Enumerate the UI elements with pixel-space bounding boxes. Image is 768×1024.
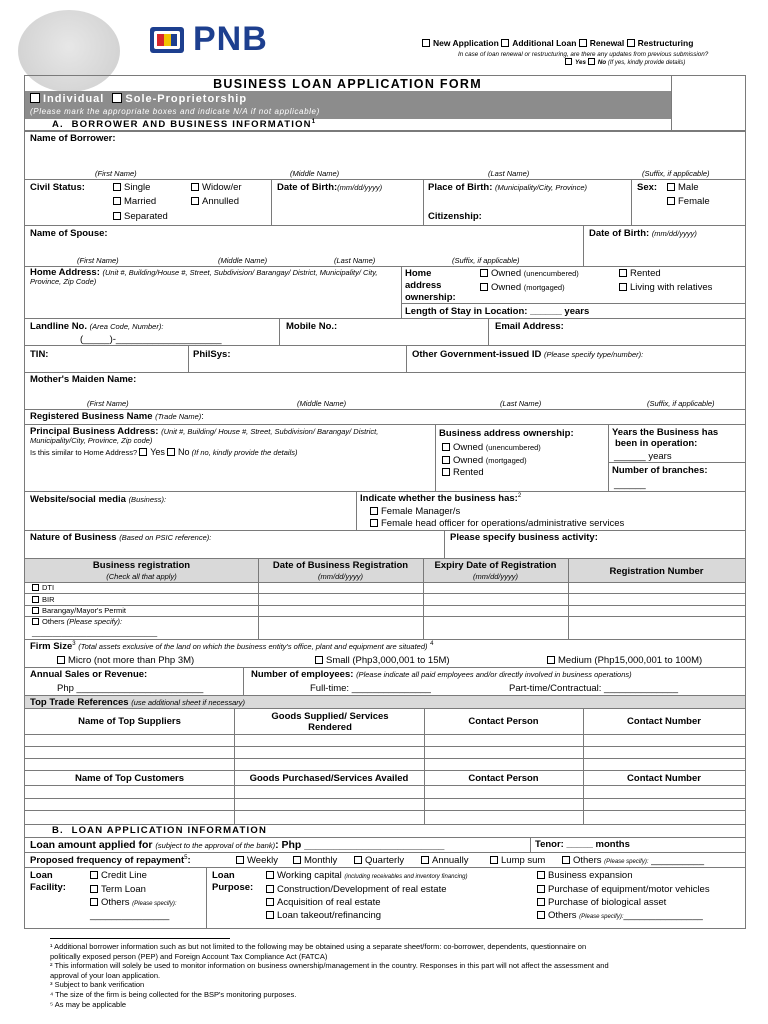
reg-col3-header: Expiry Date of Registration (mm/dd/yyyy) [434, 560, 557, 581]
similar-yes-checkbox[interactable]: Yes [139, 448, 165, 457]
suppliers-col1: Name of Top Suppliers [78, 716, 181, 727]
update-no-checkbox[interactable]: No [588, 59, 606, 66]
civil-single-checkbox[interactable]: Single [113, 182, 150, 193]
annual-sales-label: Annual Sales or Revenue: [30, 669, 148, 680]
firm-small-checkbox[interactable]: Small (Php3,000,001 to 15M) [315, 655, 450, 666]
biz-rented-checkbox[interactable]: Rented [442, 467, 484, 478]
frequency-row: Proposed frequency of repayment$^5$: [30, 855, 191, 867]
if-yes-note: (If yes, kindly provide details) [607, 60, 686, 66]
purpose-acquisition-checkbox[interactable]: Acquisition of real estate [266, 897, 381, 908]
business-activity-label: Please specify business activity: [450, 532, 598, 543]
footnote-divider [50, 938, 230, 939]
new-application-checkbox[interactable]: New Application [422, 38, 499, 48]
borrower-first-hint: (First Name) [95, 169, 137, 178]
home-address-label: Home Address: (Unit #, Building/House #, Street, Subdivision/ Barangay/ District, Municipality/ City, Province, Zip Code) [30, 267, 378, 286]
biz-ownership-label: Business address ownership: [439, 428, 574, 439]
borrower-middle-hint: (Middle Name) [290, 169, 340, 178]
home-living-relatives-checkbox[interactable]: Living with relatives [619, 282, 712, 293]
freq-monthly-checkbox[interactable]: Monthly [293, 855, 337, 866]
spouse-dob-label: Date of Birth: (mm/dd/yyyy) [589, 228, 697, 239]
update-yes-checkbox[interactable]: Yes [565, 59, 586, 66]
purpose-others-checkbox[interactable]: Others (Please specify):_______________ [537, 910, 703, 921]
civil-status-label: Civil Status: [30, 182, 85, 193]
pnb-logo-icon [149, 26, 185, 54]
facility-others-field[interactable]: _______________ [90, 910, 170, 921]
application-type-options [422, 38, 693, 48]
civil-widow-checkbox[interactable]: Widow/er [191, 182, 242, 193]
footnote-2b: approval of your loan application. [50, 970, 161, 980]
sex-female-checkbox[interactable]: Female [667, 196, 710, 207]
borrower-suffix-hint: (Suffix, if applicable) [642, 169, 710, 178]
spouse-last-hint: (Last Name) [334, 256, 376, 265]
renewal-checkbox[interactable]: Renewal [579, 38, 625, 48]
annual-sales-field[interactable]: Php ________________________ [57, 683, 204, 694]
brand-name: PNB [193, 20, 268, 58]
landline-field[interactable]: (_____)-____________________ [80, 334, 222, 345]
reg-bir-checkbox[interactable]: BIR [32, 595, 55, 604]
civil-married-checkbox[interactable]: Married [113, 196, 156, 207]
reg-col1-header: Business registration (Check all that apply) [92, 560, 191, 581]
loan-amount-label: Loan amount applied for (subject to the approval of the bank): Php ________________________ [30, 839, 445, 851]
length-of-stay-field[interactable]: Length of Stay in Location: ______ years [405, 306, 590, 317]
footnote-1b: politically exposed person (PEP) and Foreign Account Tax Compliance Act (FATCA) [50, 951, 328, 961]
section-a-header: A. BORROWER AND BUSINESS INFORMATION$^1$ [52, 119, 317, 131]
purpose-construction-checkbox[interactable]: Construction/Development of real estate [266, 884, 447, 895]
purpose-expansion-checkbox[interactable]: Business expansion [537, 870, 633, 881]
instruction-text: (Please mark the appropriate boxes and indicate N/A if not applicable) [30, 107, 320, 116]
additional-loan-checkbox[interactable]: Additional Loan [501, 38, 576, 48]
nature-label: Nature of Business (Based on PSIC reference): [30, 532, 212, 543]
female-head-checkbox[interactable]: Female head officer for operations/administrative services [370, 518, 624, 529]
similar-no-checkbox[interactable]: No [167, 448, 190, 457]
trade-references-label: Top Trade References (use additional sheet if necessary) [30, 697, 246, 708]
home-owned-mortgaged-checkbox[interactable]: Owned (mortgaged) [480, 282, 565, 293]
suppliers-col2: Goods Supplied/ Services Rendered [271, 711, 389, 733]
borrower-type-options [30, 93, 247, 105]
facility-creditline-checkbox[interactable]: Credit Line [90, 870, 147, 881]
customers-col1: Name of Top Customers [74, 773, 185, 784]
borrower-last-hint: (Last Name) [488, 169, 530, 178]
biz-owned-mortgaged-checkbox[interactable]: Owned (mortgaged) [442, 455, 527, 466]
footnote-3: ³ Subject to bank verification [50, 980, 145, 990]
indicate-label: Indicate whether the business has:$^2$ [360, 493, 522, 505]
freq-weekly-checkbox[interactable]: Weekly [236, 855, 278, 866]
mother-middle-hint: (Middle Name) [297, 399, 347, 408]
footnote-5: ⁵ As may be applicable [50, 999, 127, 1009]
tenor-field[interactable]: Tenor: _____ months [535, 839, 630, 850]
footnotes [50, 942, 740, 1009]
footnote-2a: ² This information will solely be used to monitor information on business ownership/management in the country. Responses in this part will not affect the assessment and [50, 961, 609, 971]
similar-home-question: Is this similar to Home Address? Yes No (If no, kindly provide the details) [30, 447, 298, 457]
loan-purpose-label: Loan Purpose: [212, 870, 254, 893]
fulltime-field[interactable]: Full-time: _______________ [310, 683, 431, 694]
mother-last-hint: (Last Name) [500, 399, 542, 408]
footnote-4: ⁴ The size of the firm is being collected for the BSP's monitoring purposes. [50, 989, 297, 999]
firm-micro-checkbox[interactable]: Micro (not more than Php 3M) [57, 655, 194, 666]
home-ownership-label: Home address ownership: [405, 268, 456, 303]
update-options [565, 58, 685, 66]
freq-annually-checkbox[interactable]: Annually [421, 855, 468, 866]
sex-male-checkbox[interactable]: Male [667, 182, 699, 193]
firm-size-label: Firm Size$^3$ (Total assets exclusive of the land on which the business entity's office, plant and equipment are situated) $^4$ [30, 641, 434, 653]
female-manager-checkbox[interactable]: Female Manager/s [370, 506, 460, 517]
freq-quarterly-checkbox[interactable]: Quarterly [354, 855, 404, 866]
mother-suffix-hint: (Suffix, if applicable) [647, 399, 715, 408]
customers-col4: Contact Number [627, 773, 701, 784]
years-operation-field[interactable]: ______ years [614, 451, 672, 462]
purpose-takeout-checkbox[interactable]: Loan takeout/refinancing [266, 910, 381, 921]
form-title: BUSINESS LOAN APPLICATION FORM [213, 77, 482, 91]
biz-owned-unencumbered-checkbox[interactable]: Owned (unencumbered) [442, 442, 541, 453]
reg-dti-checkbox[interactable]: DTI [32, 583, 54, 592]
reg-col2-header: Date of Business Registration (mm/dd/yyyy) [272, 560, 409, 581]
tin-label: TIN: [30, 349, 49, 360]
facility-others-checkbox[interactable]: Others (Please specify): [90, 897, 177, 908]
spouse-middle-hint: (Middle Name) [218, 256, 268, 265]
citizenship-label: Citizenship: [428, 211, 482, 222]
freq-others-checkbox[interactable]: Others (Please specify): __________ [562, 855, 704, 866]
purpose-working-capital-checkbox[interactable]: Working capital (including receivables and inventory financing) [266, 870, 468, 881]
facility-termloan-checkbox[interactable]: Term Loan [90, 884, 146, 895]
principal-address-label: Principal Business Address: (Unit #, Building/ House #, Street, Subdivision/ Barangay/ District, Municipality/City, Province, Zip code) [30, 426, 379, 445]
mobile-label: Mobile No.: [286, 321, 338, 332]
website-label: Website/social media (Business): [30, 494, 167, 505]
sole-proprietorship-checkbox[interactable]: Sole-Proprietorship [112, 93, 247, 105]
mother-maiden-label: Mother's Maiden Name: [30, 374, 137, 385]
reg-others-checkbox[interactable]: Others (Please specify): [32, 617, 122, 626]
suppliers-col4: Contact Number [627, 716, 701, 727]
reg-others-field[interactable]: ______________________________ [32, 628, 158, 637]
customers-col3: Contact Person [468, 773, 539, 784]
landline-label: Landline No. (Area Code, Number): [30, 321, 164, 332]
firm-medium-checkbox[interactable]: Medium (Php15,000,001 to 100M) [547, 655, 702, 666]
footnote-1a: ¹ Additional borrower information such as but not limited to the following may be obtained using a separate sheet/form: co-borrower, dependents, questionnaire on [50, 942, 587, 951]
branches-label: Number of branches: [612, 465, 708, 476]
other-id-label: Other Government-issued ID (Please specify type/number): [412, 349, 644, 360]
email-label: Email Address: [495, 321, 564, 332]
parttime-field[interactable]: Part-time/Contractual: ______________ [509, 683, 679, 694]
branches-field[interactable]: ______ [614, 479, 646, 490]
purpose-biological-checkbox[interactable]: Purchase of biological asset [537, 897, 666, 908]
suppliers-col3: Contact Person [468, 716, 539, 727]
individual-checkbox[interactable]: Individual [30, 93, 104, 105]
customers-col2: Goods Purchased/Services Availed [249, 773, 409, 784]
reg-col4-header: Registration Number [609, 566, 704, 577]
section-b-header: B. LOAN APPLICATION INFORMATION [52, 825, 268, 836]
borrower-name-label: Name of Borrower: [30, 133, 116, 144]
renewal-note: In case of loan renewal or restructuring, are there any updates from previous submission? [458, 51, 709, 58]
home-owned-unencumbered-checkbox[interactable]: Owned (unencumbered) [480, 268, 579, 279]
freq-lumpsum-checkbox[interactable]: Lump sum [490, 855, 545, 866]
reg-permit-checkbox[interactable]: Barangay/Mayor's Permit [32, 606, 126, 615]
employees-label: Number of employees: (Please indicate all paid employees and/or directly involved in business operations) [251, 669, 632, 680]
mother-first-hint: (First Name) [87, 399, 129, 408]
loan-facility-label: Loan Facility: [30, 870, 66, 893]
civil-annulled-checkbox[interactable]: Annulled [191, 196, 239, 207]
civil-separated-checkbox[interactable]: Separated [113, 211, 168, 222]
purpose-equipment-checkbox[interactable]: Purchase of equipment/motor vehicles [537, 884, 710, 895]
home-rented-checkbox[interactable]: Rented [619, 268, 661, 279]
spouse-first-hint: (First Name) [77, 256, 119, 265]
pob-label: Place of Birth: (Municipality/City, Province) [428, 182, 588, 193]
sex-label: Sex: [637, 182, 658, 193]
spouse-suffix-hint: (Suffix, if applicable) [452, 256, 520, 265]
spouse-label: Name of Spouse: [30, 228, 108, 239]
restructuring-checkbox[interactable]: Restructuring [627, 38, 694, 48]
business-name-label: Registered Business Name (Trade Name): [30, 411, 204, 422]
years-operation-label: Years the Business has been in operation: [612, 427, 719, 449]
title-right-box [671, 75, 672, 131]
philsys-label: PhilSys: [193, 349, 231, 360]
dob-label: Date of Birth:(mm/dd/yyyy) [277, 182, 383, 193]
